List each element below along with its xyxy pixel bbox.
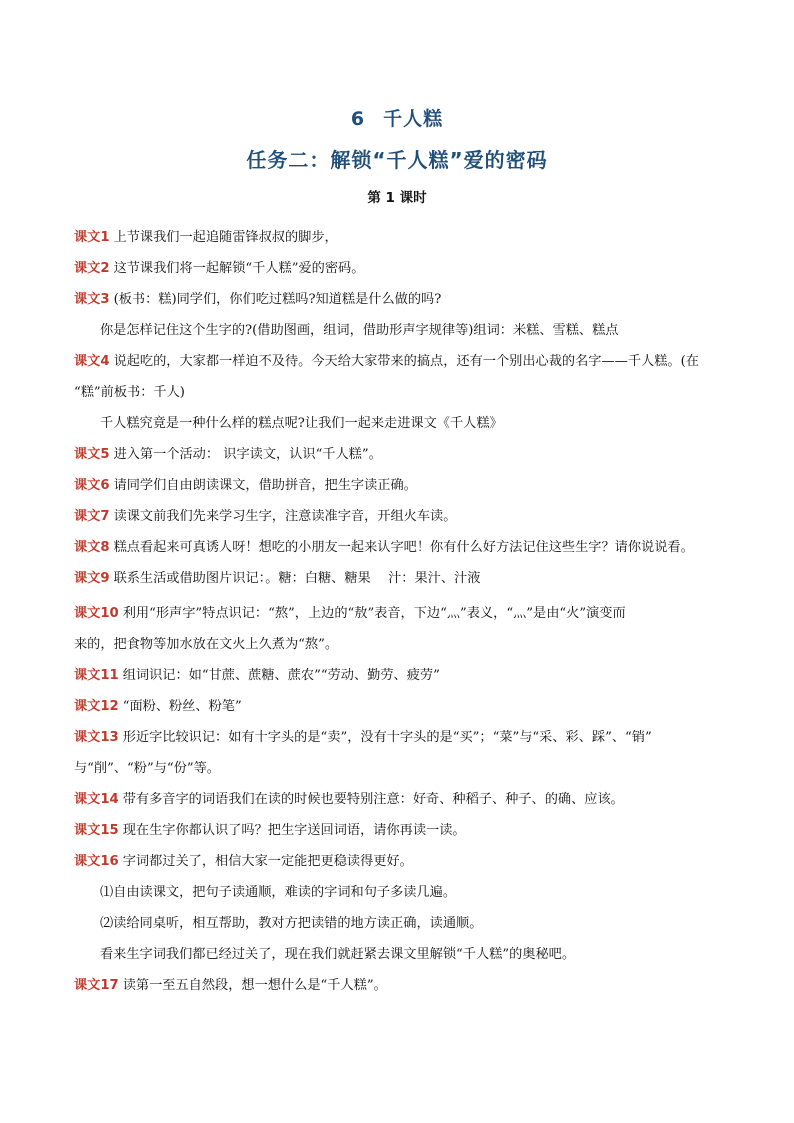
text-line: [74, 691, 734, 722]
text-line: [74, 629, 734, 660]
line-text: 形近字比较识记：如有十字头的是“卖”，没有十字头的是“买”；“菜”与“采、彩、踩”、“销”: [122, 730, 652, 745]
line-text: 这节课我们将一起解锁“千人糕”爱的密码。: [113, 261, 365, 276]
lesson-number: 6: [350, 108, 366, 130]
text-line: [74, 377, 734, 408]
line-text: ⑴自由读课文，把句子读通顺，难读的字词和句子多读几遍。: [100, 885, 457, 900]
section-label: 课文10: [74, 606, 119, 621]
text-line: [74, 753, 734, 784]
section-label: 课文11: [74, 668, 119, 683]
section-label: 课文4: [74, 354, 110, 369]
line-text: 与“削”、“粉”与“份”等。: [74, 761, 220, 776]
text-line: [74, 784, 734, 815]
line-text: 来的，把食物等加水放在文火上久煮为“熬”。: [74, 637, 339, 652]
line-text: 现在生字你都认识了吗？把生字送回词语，请你再读一读。: [122, 823, 466, 838]
line-text: “面粉、粉丝、粉笔”: [122, 699, 242, 714]
line-text: 你是怎样记住这个生字的?(借助图画，组词，借助形声字规律等)组词：米糕、雪糕、糕点: [100, 323, 619, 338]
section-label: 课文6: [74, 478, 110, 493]
line-text: 读课文前我们先来学习生字，注意读准字音，开组火车读。: [113, 509, 457, 524]
line-text: 组词识记：如“甘蔗、蔗糖、蔗农”“劳动、勤劳、疲劳”: [122, 668, 440, 683]
text-line: [74, 815, 734, 846]
text-line: [74, 315, 734, 346]
text-line: [74, 908, 734, 939]
section-label: 课文8: [74, 540, 110, 555]
text-line: [74, 439, 734, 470]
section-label: 课文17: [74, 978, 119, 993]
text-line: [74, 970, 734, 1001]
line-text: 带有多音字的词语我们在读的时候也要特别注意：好奇、种稻子、种子、的确、应该。: [122, 792, 624, 807]
text-line: [74, 408, 734, 439]
text-line: [74, 346, 734, 377]
line-text: 糕点看起来可真诱人呀！想吃的小朋友一起来认字吧！你有什么好方法记住这些生字？请你说说看。: [113, 540, 694, 555]
period-label: 第 1 课时: [367, 190, 427, 206]
text-line: [74, 846, 734, 877]
text-line: [74, 563, 734, 594]
text-line: [74, 470, 734, 501]
section-label: 课文7: [74, 509, 110, 524]
lesson-title-text: 千人糕: [383, 108, 444, 130]
lesson-content: [74, 222, 734, 1001]
line-text: 进入第一个活动： 识字读文，认识“千人糕”。: [113, 447, 382, 462]
line-text: 看来生字词我们都已经过关了，现在我们就赶紧去课文里解锁“千人糕”的奥秘吧。: [100, 947, 576, 962]
line-text: 上节课我们一起追随雷锋叔叔的脚步，: [113, 230, 338, 245]
section-label: 课文15: [74, 823, 119, 838]
text-line: [74, 284, 734, 315]
section-label: 课文13: [74, 730, 119, 745]
text-line: [74, 722, 734, 753]
text-line: [74, 598, 734, 629]
text-line: [74, 877, 734, 908]
line-text: 读第一至五自然段，想一想什么是“千人糕”。: [122, 978, 387, 993]
line-text: 联系生活或借助图片识记：。糖：白糖、糖果 汁：果汁、汁液: [113, 571, 481, 586]
section-label: 课文2: [74, 261, 110, 276]
section-label: 课文5: [74, 447, 110, 462]
line-text: “糕”前板书：千人): [74, 385, 185, 400]
line-text: ⑵读给同桌听，相互帮助，教对方把读错的地方读正确，读通顺。: [100, 916, 483, 931]
task-title: 任务二：解锁“千人糕”爱的密码: [246, 148, 548, 172]
section-label: 课文1: [74, 230, 110, 245]
line-text: 说起吃的，大家都一样迫不及待。今天给大家带来的搞点，还有一个别出心裁的名字——千人糕。(在: [113, 354, 699, 369]
line-text: 字词都过关了，相信大家一定能把更稳读得更好。: [122, 854, 413, 869]
line-text: 请同学们自由朗读课文，借助拼音，把生字读正确。: [113, 478, 417, 493]
line-text: 利用“形声字”特点识记：“熬”，上边的“敖”表音，下边“灬”表义，“灬”是由“火”演变而: [122, 606, 626, 621]
section-label: 课文14: [74, 792, 119, 807]
section-label: 课文16: [74, 854, 119, 869]
text-line: [74, 253, 734, 284]
line-text: (板书：糕)同学们，你们吃过糕吗?知道糕是什么做的吗?: [113, 292, 442, 307]
text-line: [74, 222, 734, 253]
lesson-title: [0, 104, 794, 131]
text-line: [74, 532, 734, 563]
text-line: [74, 501, 734, 532]
section-label: 课文9: [74, 571, 110, 586]
text-line: [74, 939, 734, 970]
line-text: 千人糕究竟是一种什么样的糕点呢?让我们一起来走进课文《千人糕》: [100, 416, 503, 431]
section-label: 课文12: [74, 699, 119, 714]
section-label: 课文3: [74, 292, 110, 307]
text-line: [74, 660, 734, 691]
